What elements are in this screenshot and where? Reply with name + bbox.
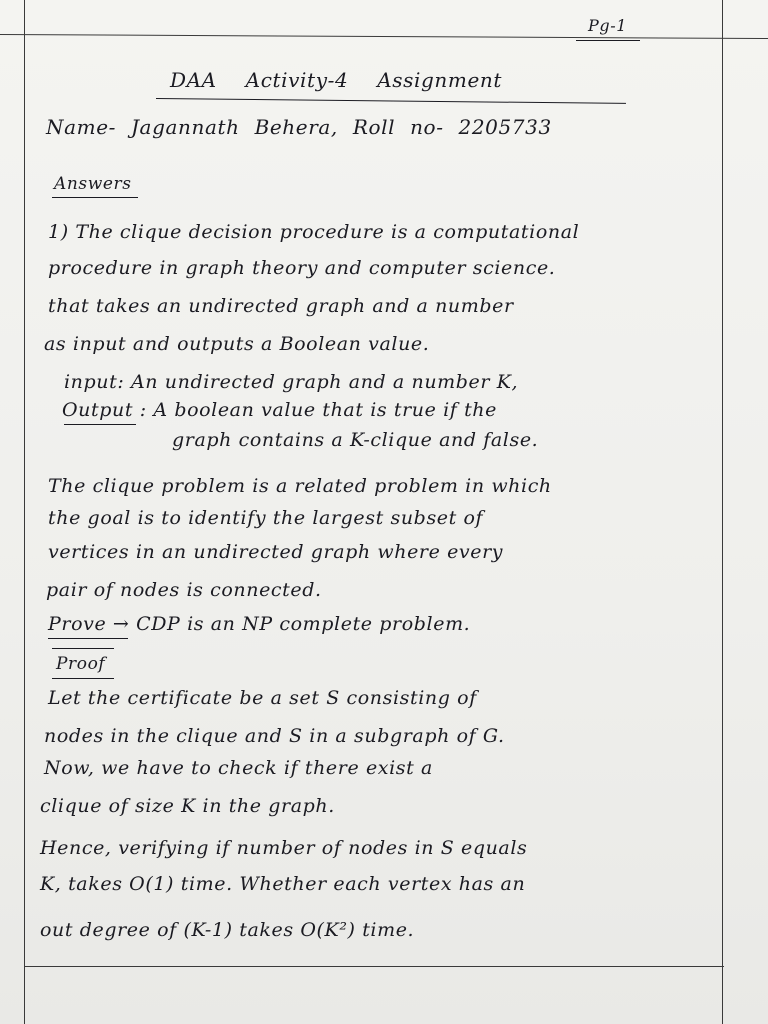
proof-heading: Proof bbox=[56, 654, 106, 674]
page-left-margin-rule bbox=[24, 0, 25, 1024]
body-line: the goal is to identify the largest subset of bbox=[48, 507, 484, 529]
output-label-underline bbox=[64, 424, 136, 425]
proof-line: nodes in the clique and S in a subgraph of G. bbox=[44, 725, 505, 747]
proof-line: Now, we have to check if there exist a bbox=[44, 757, 433, 779]
body-line: vertices in an undirected graph where every bbox=[48, 541, 504, 563]
body-line: The clique problem is a related problem in which bbox=[48, 475, 552, 497]
proof-underline bbox=[52, 678, 114, 679]
body-line: 1) The clique decision procedure is a computational bbox=[48, 221, 580, 243]
page-top-rule bbox=[0, 34, 768, 39]
proof-line: out degree of (K-1) takes O(K²) time. bbox=[40, 919, 415, 941]
body-line: Prove → CDP is an NP complete problem. bbox=[48, 613, 471, 635]
proof-line: K, takes O(1) time. Whether each vertex has an bbox=[40, 873, 526, 895]
proof-line: Hence, verifying if number of nodes in S equals bbox=[40, 837, 528, 859]
body-line: Output : A boolean value that is true if the bbox=[62, 399, 497, 421]
student-name-line: Name- Jagannath Behera, Roll no- 2205733 bbox=[46, 115, 552, 139]
prove-underline bbox=[48, 638, 128, 639]
answers-heading: Answers bbox=[54, 174, 132, 194]
page-right-margin-rule bbox=[722, 0, 723, 1024]
title-underline bbox=[156, 98, 626, 104]
body-line: pair of nodes is connected. bbox=[46, 579, 322, 601]
page-bottom-rule bbox=[24, 966, 724, 967]
body-line: input: An undirected graph and a number K, bbox=[64, 371, 519, 393]
body-line: as input and outputs a Boolean value. bbox=[44, 333, 430, 355]
proof-line: clique of size K in the graph. bbox=[40, 795, 335, 817]
page-number: Pg-1 bbox=[588, 16, 627, 35]
body-line: graph contains a K-clique and false. bbox=[172, 429, 539, 451]
proof-line: Let the certificate be a set S consisting of bbox=[48, 687, 477, 709]
assignment-title: DAA Activity-4 Assignment bbox=[170, 68, 502, 92]
proof-overline bbox=[52, 648, 114, 649]
body-line: procedure in graph theory and computer science. bbox=[48, 257, 556, 279]
body-line: that takes an undirected graph and a number bbox=[48, 295, 514, 317]
answers-underline bbox=[52, 197, 138, 198]
page-number-underline bbox=[576, 40, 640, 41]
